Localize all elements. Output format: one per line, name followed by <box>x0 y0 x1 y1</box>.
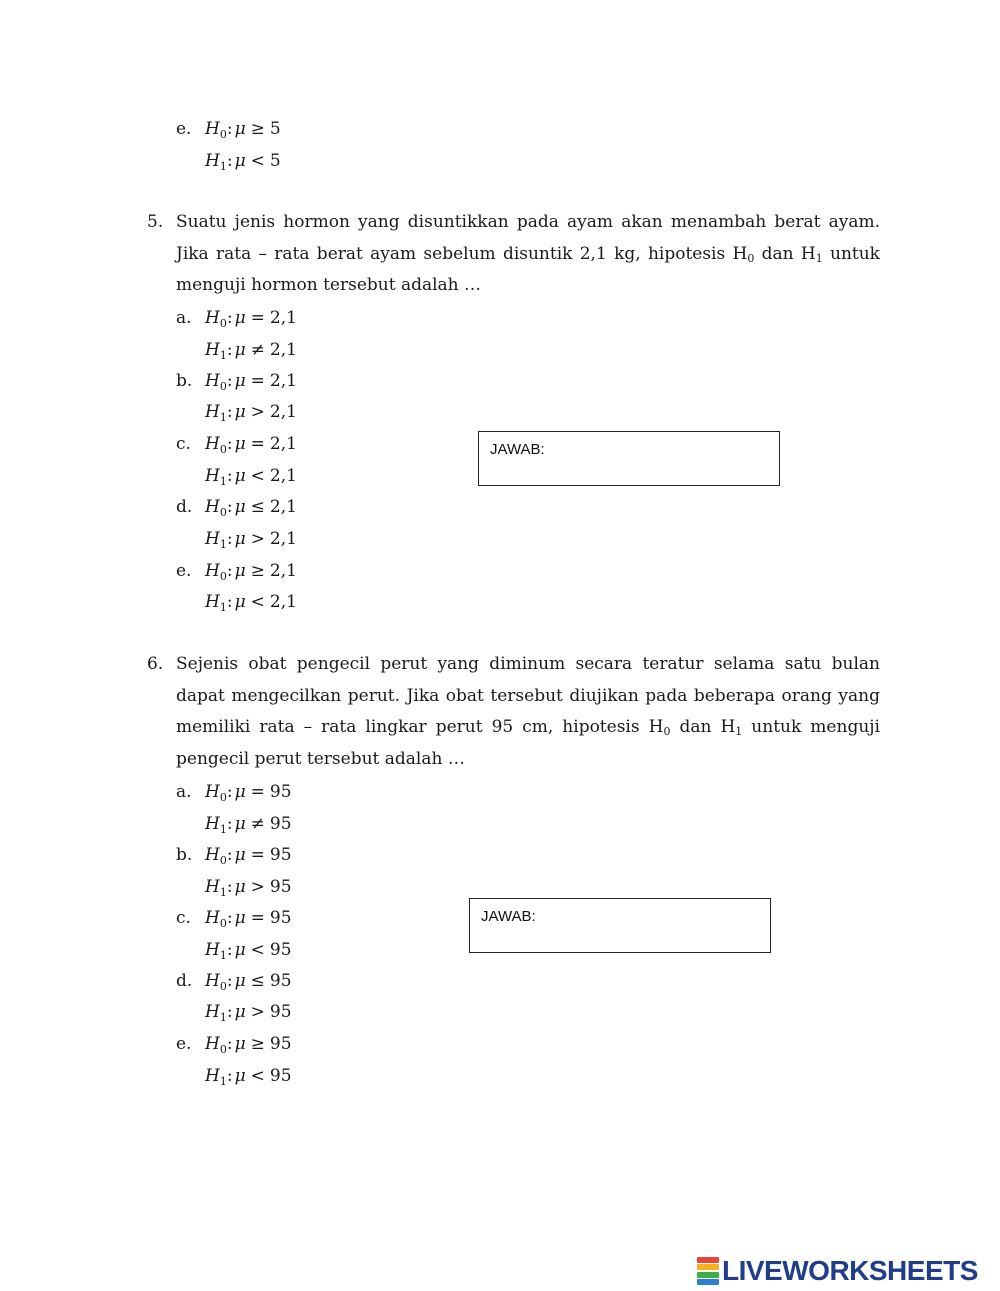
answer-label: JAWAB: <box>490 441 545 458</box>
option-letter: c. <box>176 434 191 454</box>
answer-box[interactable] <box>478 431 780 486</box>
h0-formula: $H_0$: μ = 2,1 <box>205 434 297 456</box>
h1-formula: $H_1$: μ > 95 <box>205 877 292 899</box>
brand-text: LIVEWORKSHEETS <box>722 1255 978 1286</box>
option-letter: b. <box>176 371 193 391</box>
h1-formula: $H_1$: μ ≠ 95 <box>205 814 292 836</box>
h1-formula: $H_1$: μ ≠ 2,1 <box>205 340 297 362</box>
h0-formula: $H_0$: μ ≥ 95 <box>205 1034 292 1056</box>
h1-formula: $H_1$: μ < 5 <box>205 151 281 173</box>
h1-formula: $H_1$: μ < 2,1 <box>205 592 297 614</box>
liveworksheets-logo <box>697 1256 978 1286</box>
h1-formula: $H_1$: μ < 95 <box>205 1066 292 1088</box>
h0-formula: $H_0$: μ ≥ 2,1 <box>205 561 297 583</box>
answer-input[interactable] <box>550 903 764 948</box>
option-letter: a. <box>176 308 192 328</box>
answer-box[interactable] <box>469 898 771 953</box>
question-text: Suatu jenis hormon yang disuntikkan pada ayam akan menambah berat ayam. Jika rata – rata berat ayam sebelum disuntik 2,1 kg, hipotesis $H_0$ dan $H_1$ untuk menguji hormon tersebut adalah … <box>176 212 880 295</box>
h0-formula: $H_0$: μ ≤ 95 <box>205 971 292 993</box>
brand-blocks-icon <box>697 1257 719 1285</box>
h0-formula: $H_0$: μ = 95 <box>205 782 292 804</box>
h0-formula: $H_0$: μ ≥ 5 <box>205 119 281 141</box>
h1-formula: $H_1$: μ < 2,1 <box>205 466 297 488</box>
option-letter: d. <box>176 497 193 517</box>
option-letter: e. <box>176 1034 192 1054</box>
answer-label: JAWAB: <box>481 908 536 925</box>
option-letter: e. <box>176 561 192 581</box>
h1-formula: $H_1$: μ > 95 <box>205 1002 292 1024</box>
h1-formula: $H_1$: μ > 2,1 <box>205 529 297 551</box>
option-letter: d. <box>176 971 193 991</box>
h0-formula: $H_0$: μ = 95 <box>205 908 292 930</box>
question-number: 6. <box>147 654 164 674</box>
question-number: 5. <box>147 212 164 232</box>
option-letter: e. <box>176 119 192 139</box>
option-letter: a. <box>176 782 192 802</box>
option-letter: c. <box>176 908 191 928</box>
question-text: Sejenis obat pengecil perut yang diminum secara teratur selama satu bulan dapat mengecilkan perut. Jika obat tersebut diujikan pada beberapa orang yang memiliki rata – rata lingkar perut 95 cm, hipotesis $H_0$ dan $H_1$ untuk menguji pengecil perut tersebut adalah … <box>176 654 880 769</box>
h0-formula: $H_0$: μ = 2,1 <box>205 371 297 393</box>
h1-formula: $H_1$: μ > 2,1 <box>205 402 297 424</box>
h1-formula: $H_1$: μ < 95 <box>205 940 292 962</box>
answer-input[interactable] <box>559 436 773 481</box>
h0-formula: $H_0$: μ = 2,1 <box>205 308 297 330</box>
h0-formula: $H_0$: μ ≤ 2,1 <box>205 497 297 519</box>
h0-formula: $H_0$: μ = 95 <box>205 845 292 867</box>
option-letter: b. <box>176 845 193 865</box>
